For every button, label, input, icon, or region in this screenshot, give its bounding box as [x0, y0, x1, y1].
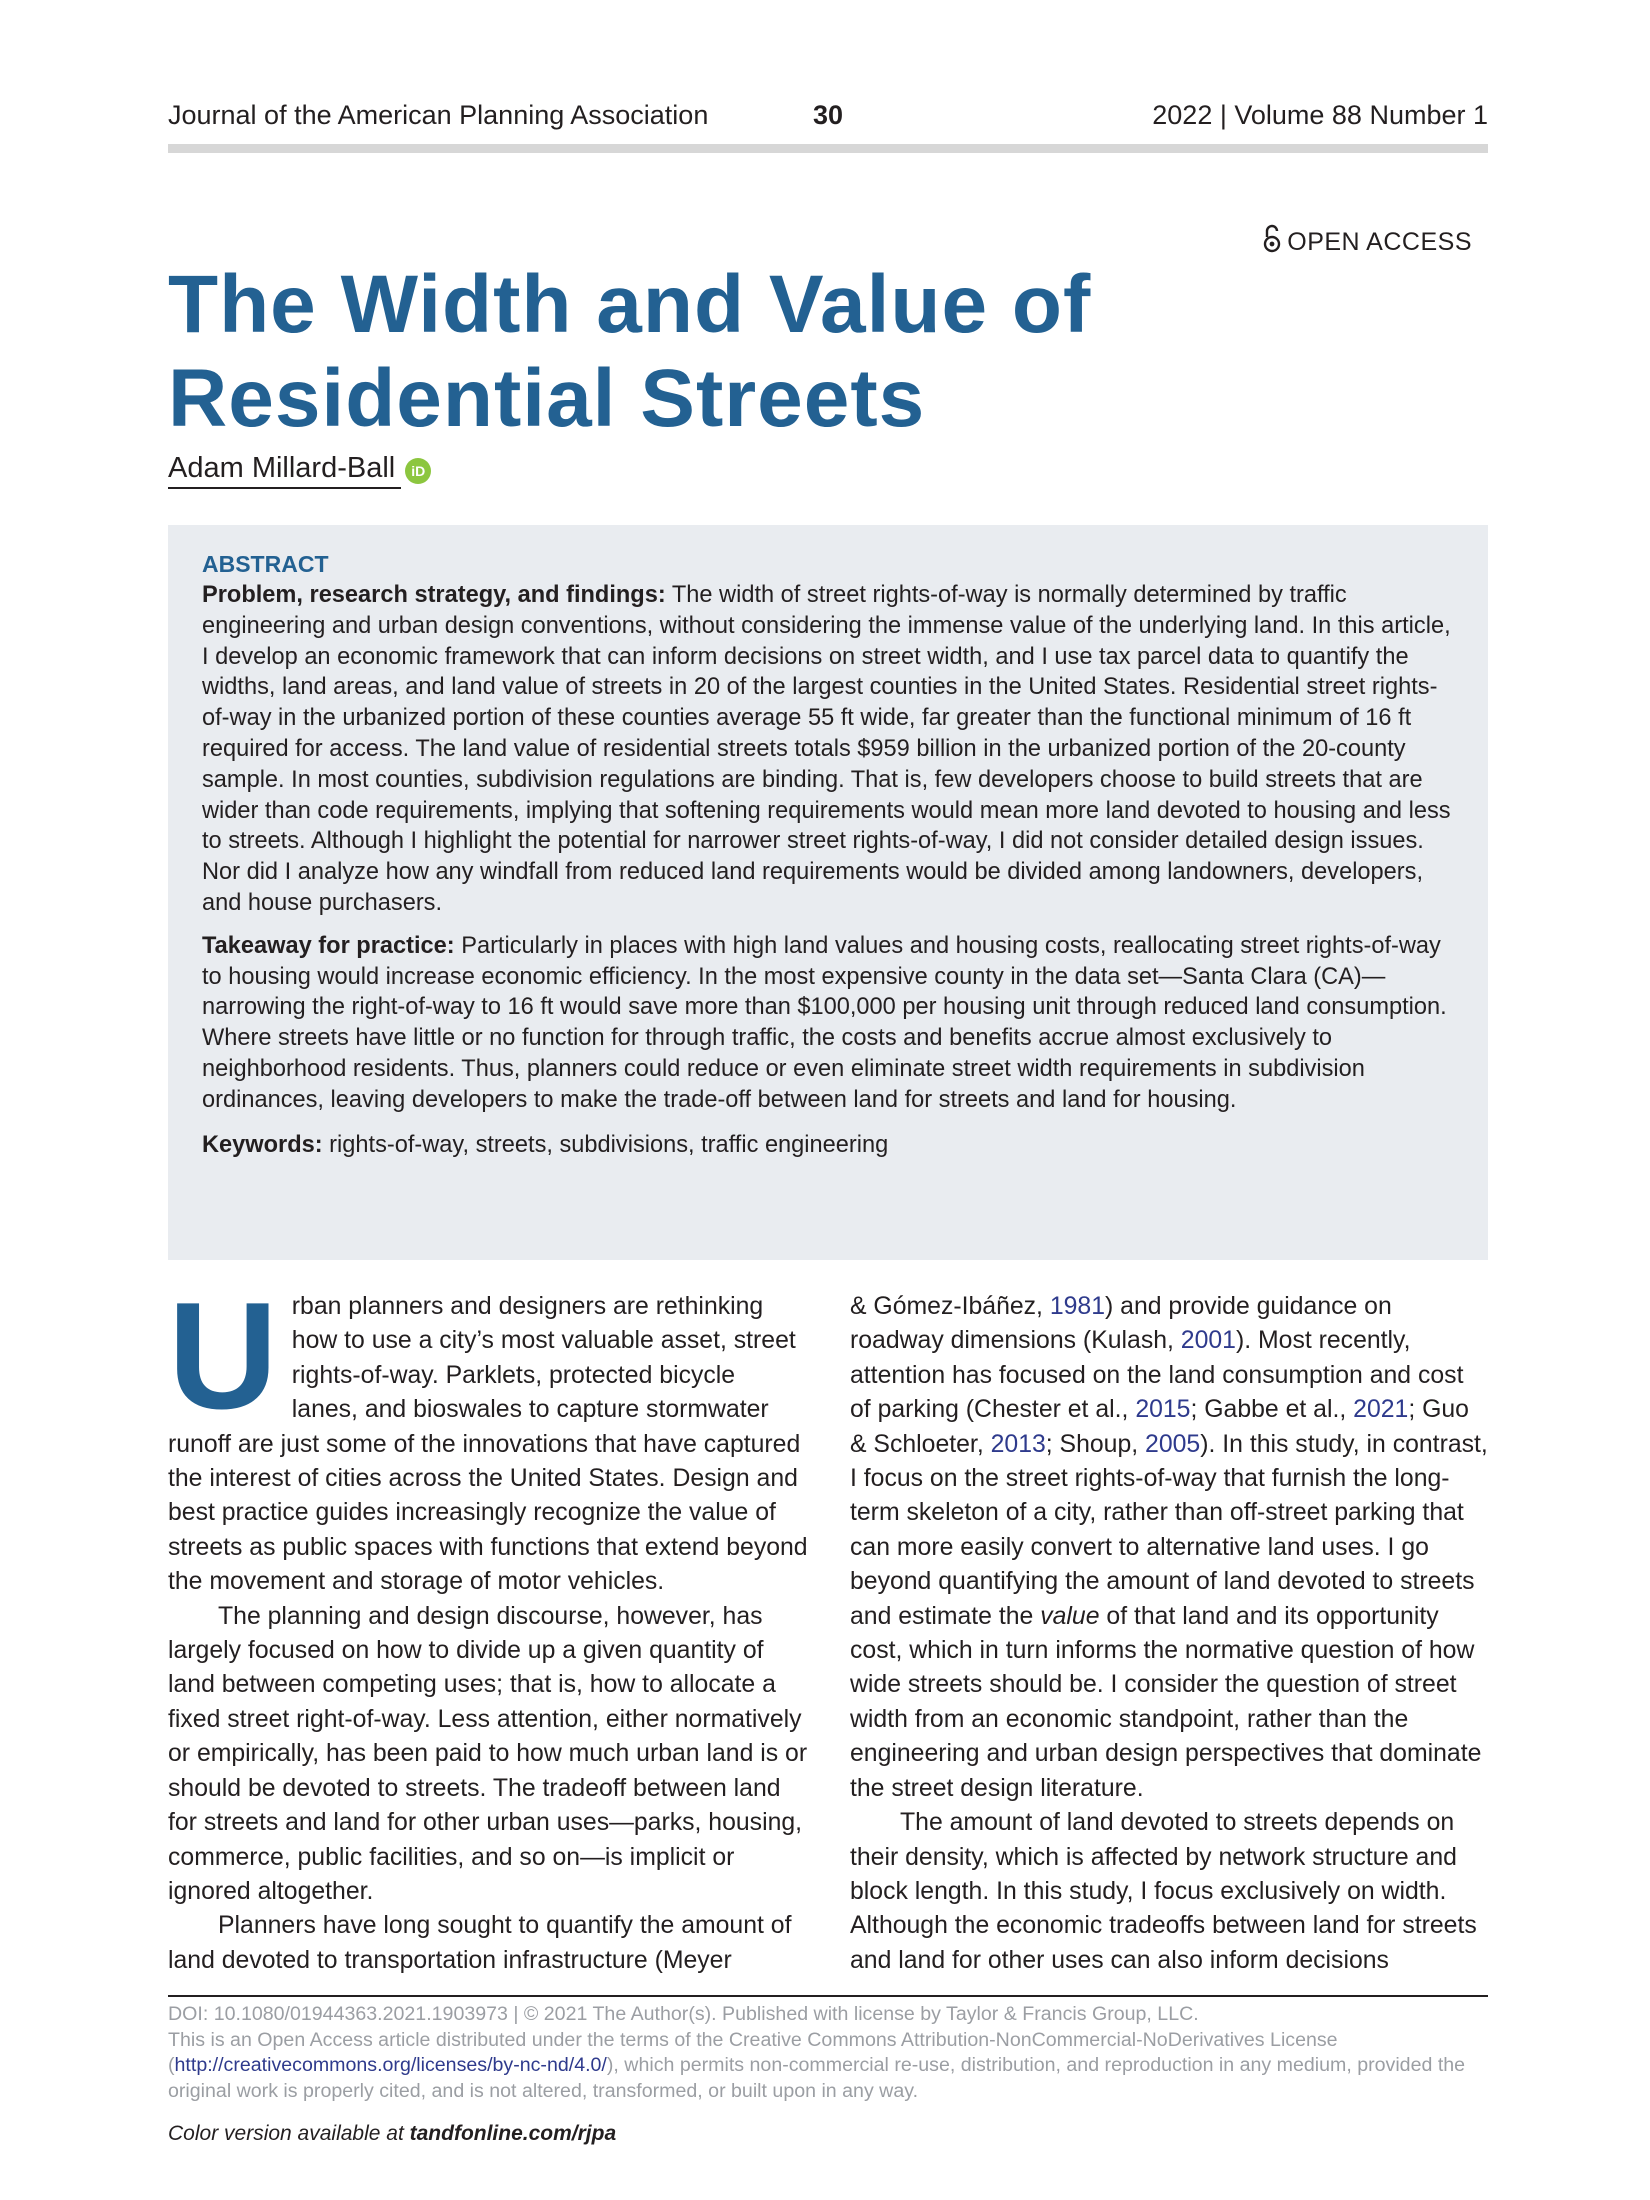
- body-column-left: [168, 1271, 808, 1978]
- paragraph-text: ). In this study, in contrast, I focus on the street rights-of-way that furnish the long-term skeleton of a city, rather than off-street parking that can more easily convert to alternative land uses. I go beyond quantifying the amount of land devoted to streets and estimate the: [850, 1430, 1488, 1630]
- open-lock-icon: [1263, 224, 1281, 261]
- article-title: [168, 258, 1168, 446]
- takeaway-lead: Takeaway for practice:: [202, 932, 455, 959]
- citation-link[interactable]: 1981: [1049, 1293, 1106, 1320]
- page-number: 30: [813, 100, 844, 130]
- citation-link[interactable]: 2013: [990, 1430, 1046, 1458]
- problem-text: The width of street rights-of-way is normally determined by traffic engineering and urban design conventions, without considering the immense value of the underlying land. In this article, I develop an economic framework that can inform decisions on street width, and I use tax parcel data to quantify the widths, land areas, and land value of streets in 20 of the largest counties in the United States. Residential street rights-of-way in the urbanized portion of these counties average 55 ft wide, far greater than the functional minimum of 16 ft required for access. The land value of residential streets totals $959 billion in the urbanized portion of the 20-county sample. In most counties, subdivision regulations are binding. That is, few developers choose to build streets that are wider than code requirements, implying that softening requirements would mean more land devoted to housing and less to streets. Although I highlight the potential for narrower street rights-of-way, I did not consider detailed design issues. Nor did I analyze how any windfall from reduced land requirements would be divided among landowners, developers, and house purchasers.: [202, 582, 1451, 916]
- journal-site-link[interactable]: tandfonline.com/rjpa: [409, 2122, 617, 2145]
- footer-divider: [168, 1995, 1488, 1997]
- problem-lead: Problem, research strategy, and findings:: [202, 582, 666, 608]
- keywords: [202, 1130, 1454, 1160]
- abstract-box: [168, 525, 1488, 1260]
- issue-info: 2022 | Volume 88 Number 1: [1152, 100, 1488, 130]
- drop-cap: U: [168, 1271, 278, 1441]
- license-pre: This is an Open Access article distributed under the terms of the Creative Commons Attribution-NonCommercial-NoDerivatives License (: [168, 2028, 1338, 2076]
- paragraph-text: of that land and its opportunity cost, which in turn informs the normative question of how wide streets should be. I consider the question of street width from an economic standpoint, rather than the engineering and urban design perspectives that dominate the street design literature.: [850, 1602, 1482, 1802]
- running-header: [168, 96, 1488, 136]
- title-line-1: The Width and Value of: [168, 259, 1092, 350]
- body-paragraph: [168, 1271, 808, 1600]
- body-paragraph: The amount of land devoted to streets depends on their density, which is affected by network structure and block length. In this study, I focus exclusively on width. Although the economic tradeoffs between land for streets and land for other uses can also inform decisions: [850, 1809, 1477, 1974]
- emphasis: value: [1040, 1602, 1100, 1630]
- abstract-heading: ABSTRACT: [202, 551, 329, 577]
- citation-link[interactable]: 2021: [1353, 1396, 1409, 1424]
- doi-line: DOI: 10.1080/01944363.2021.1903973 | © 2021 The Author(s). Published with license by Taylor & Francis Group, LLC.: [168, 2003, 1199, 2025]
- journal-name: Journal of the American Planning Association: [168, 100, 709, 130]
- keywords-text: rights-of-way, streets, subdivisions, traffic engineering: [322, 1131, 889, 1158]
- citation-link[interactable]: 2005: [1145, 1430, 1201, 1458]
- title-line-2: Residential Streets: [168, 353, 926, 444]
- body-paragraph: The planning and design discourse, however, has largely focused on how to divide up a given quantity of land between competing uses; that is, how to allocate a fixed street right-of-way. Less attention, either normatively or empirically, has been paid to how much urban land is or should be devoted to streets. The tradeoff between land for streets and land for other urban uses—parks, housing, commerce, public facilities, and so on—is implicit or ignored altogether.: [168, 1602, 808, 1905]
- paragraph-text: ; Guo & Schloeter,: [850, 1396, 1469, 1458]
- color-version-note: [168, 2122, 616, 2146]
- header-divider: [168, 144, 1488, 153]
- keywords-lead: Keywords:: [202, 1131, 323, 1158]
- paragraph-text: rban planners and designers are rethinking how to use a city’s most valuable asset, street rights-of-way. Parklets, protected bicycle lanes, and bioswales to capture stormwater runoff are just some of the innovations that have captured the interest of cities across the United States. Design and best practice guides increasingly recognize the value of streets as public spaces with functions that extend beyond the movement and storage of motor vehicles.: [168, 1293, 808, 1596]
- license-text: [168, 2028, 1498, 2105]
- author-link[interactable]: Adam Millard-Ball: [168, 452, 401, 489]
- orcid-icon[interactable]: iD: [405, 458, 431, 484]
- citation-link[interactable]: 2015: [1135, 1396, 1191, 1424]
- paragraph-text: & Gómez-Ibáñez,: [850, 1293, 1050, 1320]
- license-link[interactable]: http://creativecommons.org/licenses/by-nc-nd/4.0/: [174, 2054, 607, 2076]
- color-note-text: Color version available at: [168, 2122, 410, 2145]
- body-paragraph: Planners have long sought to quantify the amount of land devoted to transportation infrastructure (Meyer: [168, 1912, 792, 1974]
- body-column-right: [850, 1290, 1490, 1978]
- paragraph-text: ) and provide guidance on roadway dimensions (Kulash,: [850, 1293, 1392, 1355]
- paragraph-text: ; Shoup,: [1045, 1430, 1146, 1458]
- takeaway-text: Particularly in places with high land values and housing costs, reallocating street rights-of-way to housing would increase economic efficiency. In the most expensive county in the data set—Santa Clara (CA)—narrowing the right-of-way to 16 ft would save more than $100,000 per housing unit through reduced land consumption. Where streets have little or no function for through traffic, the costs and benefits accrue almost exclusively to neighborhood residents. Thus, planners could reduce or even eliminate street width requirements in subdivision ordinances, leaving developers to make the trade-off between land for streets and land for housing.: [202, 932, 1447, 1113]
- open-access-label: OPEN ACCESS: [1287, 228, 1472, 256]
- paragraph-text: ; Gabbe et al.,: [1190, 1396, 1354, 1424]
- author-line: [168, 452, 431, 489]
- citation-link[interactable]: 2001: [1180, 1327, 1236, 1355]
- license-post: ), which permits non-commercial re-use, distribution, and reproduction in any medium, provided the original work is properly cited, and is not altered, transformed, or built upon in any way.: [168, 2054, 1466, 2102]
- paragraph-text: ). Most recently, attention has focused on the land consumption and cost of parking (Chester et al.,: [850, 1327, 1464, 1424]
- open-access-badge: [1263, 224, 1472, 261]
- abstract-takeaway-paragraph: [202, 931, 1454, 1116]
- body-paragraph: [850, 1290, 1490, 1806]
- license-footer: [168, 2002, 1498, 2104]
- abstract-problem-paragraph: [202, 580, 1454, 919]
